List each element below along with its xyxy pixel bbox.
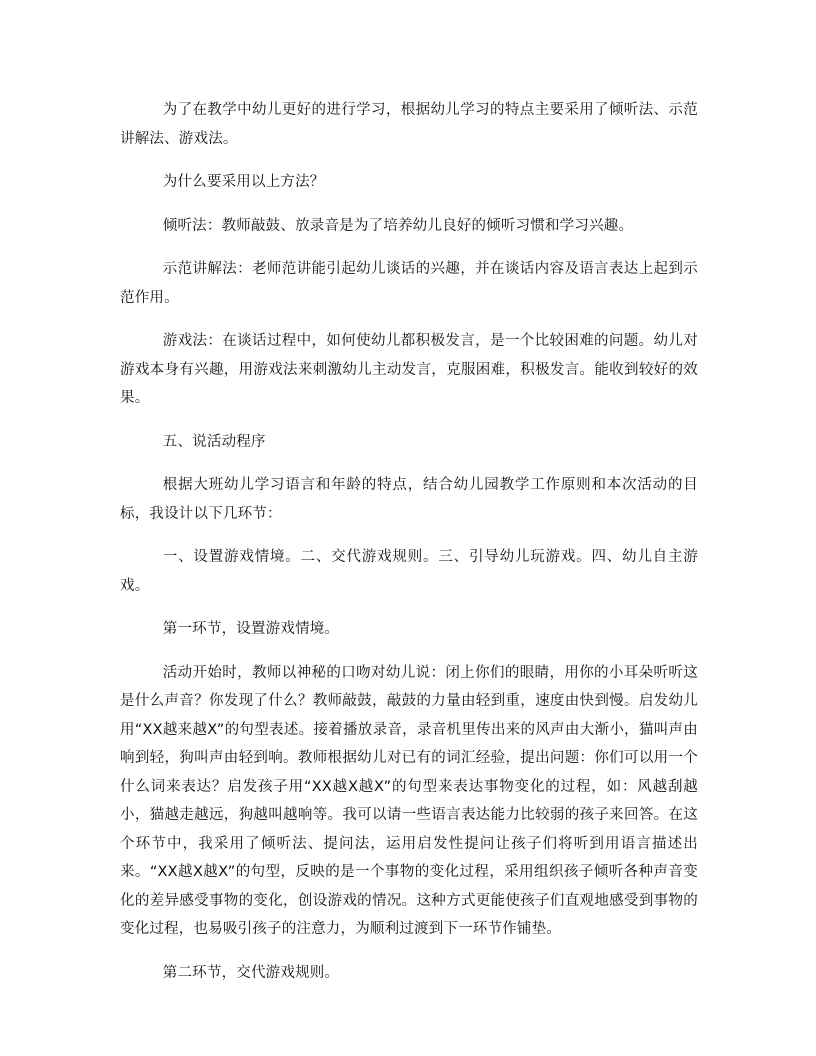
paragraph-procedure-steps: 一、设置游戏情境。二、交代游戏规则。三、引导幼儿玩游戏。四、幼儿自主游戏。 bbox=[120, 549, 698, 594]
paragraph-game-method: 游戏法：在谈话过程中，如何使幼儿都积极发言，是一个比较困难的问题。幼儿对游戏本身有兴趣，用游戏法来刺激幼儿主动发言，克服困难，积极发言。能收到较好的效果。 bbox=[120, 333, 698, 406]
paragraph-procedure-intro: 根据大班幼儿学习语言和年龄的特点，结合幼儿园教学工作原则和本次活动的目标，我设计以下几环节： bbox=[120, 477, 698, 522]
subheading-step-one: 第一环节，设置游戏情境。 bbox=[162, 621, 340, 637]
paragraph-teaching-methods: 为了在教学中幼儿更好的进行学习，根据幼儿学习的特点主要采用了倾听法、示范讲解法、游戏法。 bbox=[120, 102, 698, 147]
paragraph-demonstration-method: 示范讲解法：老师范讲能引起幼儿谈话的兴趣，并在谈话内容及语言表达上起到示范作用。 bbox=[120, 261, 698, 306]
paragraph-step-one-detail: 活动开始时，教师以神秘的口吻对幼儿说：闭上你们的眼睛，用你的小耳朵听听这是什么声音？你发现了什么？教师敲鼓，敲鼓的力量由轻到重，速度由快到慢。启发幼儿用“XX越来越X”的句型表述。接着播放录音，录音机里传出来的风声由大渐小，猫叫声由响到轻，狗叫声由轻到响。教师根据幼儿对已有的词汇经验，提出问题：你们可以用一个什么词来表达？启发孩子用“XX越X越X”的句型来表达事物变化的过程，如：风越刮越小，猫越走越远，狗越叫越响等。我可以请一些语言表达能力比较弱的孩子来回答。在这个环节中，我采用了倾听法、提问法，运用启发性提问让孩子们将听到用语言描述出来。“XX越X越X”的句型，反映的是一个事物的变化过程，采用组织孩子倾听各种声音变化的差异感受事物的变化，创设游戏的情况。这种方式更能使孩子们直观地感受到事物的变化过程，也易吸引孩子的注意力，为顺利过渡到下一环节作铺垫。 bbox=[120, 664, 698, 937]
section-heading-activity-procedure: 五、说活动程序 bbox=[162, 433, 266, 450]
subheading-step-two: 第二环节，交代游戏规则。 bbox=[162, 964, 340, 981]
paragraph-why-question: 为什么要采用以上方法？ bbox=[162, 174, 325, 190]
paragraph-listening-method: 倾听法：教师敲鼓、放录音是为了培养幼儿良好的倾听习惯和学习兴趣。 bbox=[162, 217, 634, 234]
document-body bbox=[120, 96, 698, 1002]
